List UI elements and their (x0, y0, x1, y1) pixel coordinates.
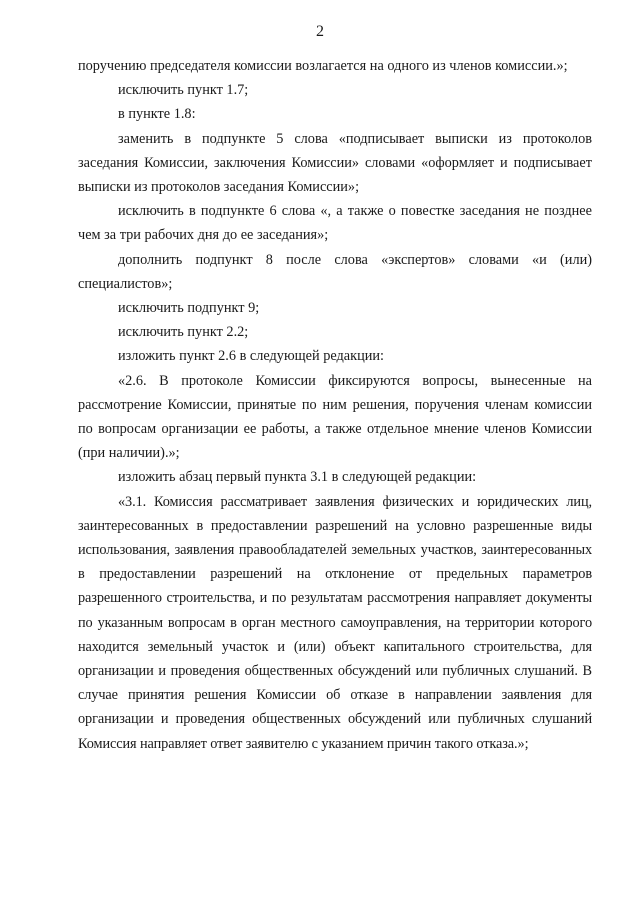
paragraph-text-3-1: «3.1. Комиссия рассматривает заявления физических и юридических лиц, заинтересованных в предоставлении разрешений на условно разрешенные виды использования, заявления правообладателей земельных участков, заинтересованных в предоставлении разрешений на отклонение от предельных параметров разрешенного строительства, и по результатам рассмотрения направляет документы по указанным вопросам в орган местного самоуправления, на территории которого находится земельный участок и (или) объект капитального строительства, для организации и проведения общественных обсуждений или публичных слушаний. В случае принятия решения Комиссии об отказе в направлении заявления для организации и проведения общественных обсуждений или публичных слушаний Комиссия направляет ответ заявителю с указанием причин такого отказа.»; (78, 493, 592, 752)
paragraph-exclude-2-2: исключить пункт 2.2; (118, 324, 249, 341)
paragraph-add-subpoint-8: дополнить подпункт 8 после слова «экспертов» словами «и (или) специалистов»; (78, 251, 592, 292)
document-body (78, 54, 592, 756)
paragraph-exclude-subpoint-6: исключить в подпункте 6 слова «, а также о повестке заседания не позднее чем за три рабочих дня до ее заседания»; (78, 203, 592, 244)
paragraph-continuation: поручению председателя комиссии возлагается на одного из членов комиссии.»; (78, 58, 568, 74)
page-number: 2 (316, 23, 324, 40)
paragraph-restate-3-1: изложить абзац первый пункта 3.1 в следующей редакции: (118, 469, 477, 486)
paragraph-text-2-6: «2.6. В протоколе Комиссии фиксируются вопросы, вынесенные на рассмотрение Комиссии, принятые по ним решения, поручения членам комиссии по вопросам организации ее работы, а также отдельное мнение членов Комиссии (при наличии).»; (78, 372, 592, 462)
paragraph-point-1-8: в пункте 1.8: (118, 106, 196, 123)
paragraph-exclude-subpoint-9: исключить подпункт 9; (118, 300, 260, 317)
paragraph-exclude-1-7: исключить пункт 1.7; (118, 82, 249, 99)
paragraph-replace-subpoint-5: заменить в подпункте 5 слова «подписывает выписки из протоколов заседания Комиссии, заключения Комиссии» словами «оформляет и подписывает выписки из протоколов заседания Комиссии»; (78, 130, 592, 196)
paragraph-restate-2-6: изложить пункт 2.6 в следующей редакции: (118, 348, 385, 365)
